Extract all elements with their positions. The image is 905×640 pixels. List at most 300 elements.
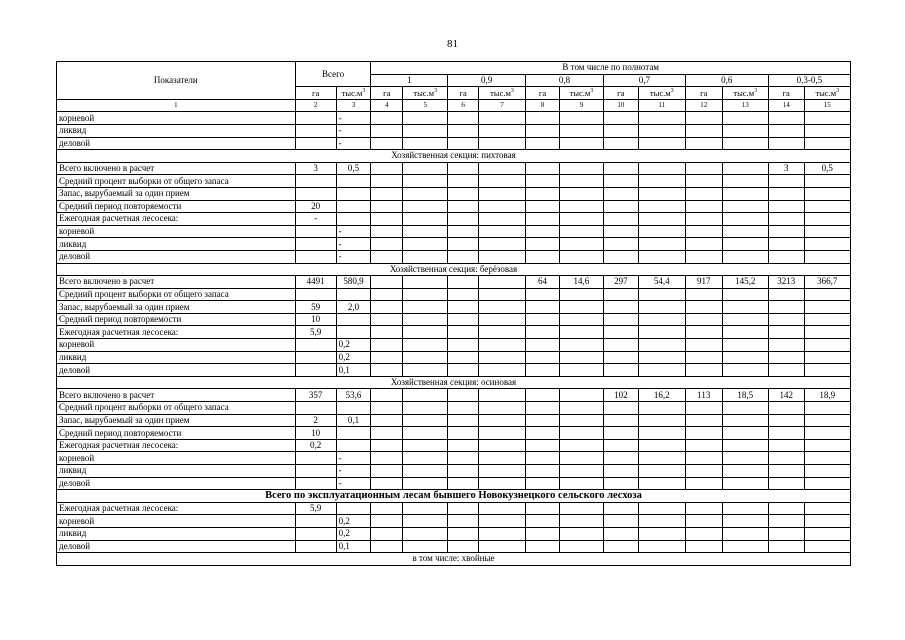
table-cell <box>403 477 448 490</box>
table-cell <box>336 439 371 452</box>
table-cell <box>685 162 722 175</box>
table-cell <box>804 439 850 452</box>
table-cell <box>804 200 850 213</box>
table-cell <box>336 175 371 188</box>
table-cell <box>371 452 403 465</box>
table-cell <box>448 313 479 326</box>
table-cell <box>295 465 336 478</box>
table-cell <box>478 288 525 301</box>
table-cell <box>403 439 448 452</box>
table-cell <box>559 225 603 238</box>
row-label: корневой <box>57 112 296 125</box>
table-cell <box>478 124 525 137</box>
table-row <box>57 389 851 402</box>
table-cell <box>403 540 448 553</box>
table-cell <box>685 225 722 238</box>
table-cell <box>603 175 638 188</box>
table-cell <box>768 477 804 490</box>
row-label: Ежегодная расчетная лесосека: <box>57 326 296 339</box>
section-heading-row <box>57 263 851 276</box>
table-cell <box>804 502 850 515</box>
table-cell <box>403 326 448 339</box>
table-cell: 0,5 <box>804 162 850 175</box>
table-cell <box>478 175 525 188</box>
table-cell: - <box>336 250 371 263</box>
table-cell <box>559 414 603 427</box>
section-heading-row <box>57 553 851 566</box>
table-cell <box>603 427 638 440</box>
table-cell <box>448 452 479 465</box>
table-cell <box>295 540 336 553</box>
table-cell <box>559 213 603 226</box>
table-cell <box>768 213 804 226</box>
table-cell <box>603 414 638 427</box>
unit-volume-superscript: 3 <box>754 87 758 94</box>
table-cell <box>685 213 722 226</box>
table-cell <box>638 175 685 188</box>
table-cell <box>804 288 850 301</box>
table-cell <box>559 515 603 528</box>
table-cell <box>371 288 403 301</box>
table-cell <box>722 465 768 478</box>
table-cell: - <box>336 137 371 150</box>
table-cell <box>403 452 448 465</box>
table-cell <box>295 175 336 188</box>
table-cell <box>371 414 403 427</box>
table-row <box>57 213 851 226</box>
column-number-row <box>57 99 851 112</box>
row-label: Ежегодная расчетная лесосека: <box>57 213 296 226</box>
table-cell <box>603 402 638 415</box>
table-cell <box>295 452 336 465</box>
table-cell <box>448 162 479 175</box>
row-label: деловой <box>57 250 296 263</box>
table-cell <box>722 452 768 465</box>
table-cell <box>478 339 525 352</box>
table-cell <box>448 288 479 301</box>
table-cell <box>685 414 722 427</box>
table-row <box>57 175 851 188</box>
table-cell <box>336 288 371 301</box>
table-cell <box>559 326 603 339</box>
table-cell <box>371 389 403 402</box>
row-label: Запас, вырубаемый за один прием <box>57 301 296 314</box>
table-cell <box>478 527 525 540</box>
table-cell <box>722 124 768 137</box>
table-cell <box>768 351 804 364</box>
table-cell <box>295 225 336 238</box>
table-cell <box>448 213 479 226</box>
table-cell <box>295 339 336 352</box>
table-cell <box>403 112 448 125</box>
unit-volume-text: тыс.м <box>341 87 363 98</box>
table-cell <box>478 162 525 175</box>
table-cell <box>478 414 525 427</box>
table-cell <box>685 326 722 339</box>
table-cell <box>559 465 603 478</box>
unit-ha-header: га <box>448 87 479 100</box>
table-cell <box>768 137 804 150</box>
table-cell <box>768 452 804 465</box>
unit-volume-text: тыс.м <box>733 87 755 98</box>
table-cell <box>722 427 768 440</box>
table-cell <box>371 427 403 440</box>
table-cell: 10 <box>295 313 336 326</box>
table-row <box>57 427 851 440</box>
table-cell <box>295 124 336 137</box>
table-cell <box>559 477 603 490</box>
table-cell <box>371 187 403 200</box>
column-number: 6 <box>448 99 479 112</box>
row-label: ликвид <box>57 238 296 251</box>
table-cell <box>559 313 603 326</box>
table-cell <box>478 427 525 440</box>
indicator-header: Показатели <box>57 62 296 100</box>
table-cell <box>804 313 850 326</box>
table-cell <box>722 187 768 200</box>
table-cell <box>685 250 722 263</box>
table-cell <box>371 326 403 339</box>
table-row <box>57 414 851 427</box>
unit-volume-text: тыс.м <box>490 87 511 98</box>
table-cell <box>403 427 448 440</box>
table-cell <box>685 402 722 415</box>
table-row <box>57 364 851 377</box>
table-cell <box>685 175 722 188</box>
table-cell <box>603 213 638 226</box>
table-cell <box>722 339 768 352</box>
table-row <box>57 402 851 415</box>
table-cell <box>403 351 448 364</box>
table-cell <box>804 175 850 188</box>
unit-ha-header: га <box>603 87 638 100</box>
table-row <box>57 112 851 125</box>
table-row <box>57 527 851 540</box>
table-cell <box>603 162 638 175</box>
table-cell: 3 <box>768 162 804 175</box>
table-cell <box>804 540 850 553</box>
section-heading: в том числе: хвойные <box>57 553 851 566</box>
table-cell <box>526 515 560 528</box>
table-cell: 18,9 <box>804 389 850 402</box>
table-cell <box>448 112 479 125</box>
column-number: 12 <box>685 99 722 112</box>
table-cell <box>526 313 560 326</box>
table-cell <box>448 276 479 289</box>
table-cell <box>478 402 525 415</box>
table-cell <box>603 313 638 326</box>
table-cell <box>768 187 804 200</box>
table-cell <box>478 389 525 402</box>
table-cell: 10 <box>295 427 336 440</box>
table-cell <box>638 515 685 528</box>
table-cell <box>804 427 850 440</box>
column-number: 10 <box>603 99 638 112</box>
table-cell <box>403 414 448 427</box>
table-cell <box>526 527 560 540</box>
table-cell: - <box>295 213 336 226</box>
table-cell <box>768 540 804 553</box>
table-cell <box>768 439 804 452</box>
table-cell <box>478 326 525 339</box>
table-cell <box>768 339 804 352</box>
table-cell <box>478 250 525 263</box>
table-cell <box>559 527 603 540</box>
table-cell <box>526 175 560 188</box>
table-cell <box>526 124 560 137</box>
table-cell <box>336 313 371 326</box>
unit-volume-superscript: 3 <box>590 87 594 94</box>
table-cell: 5,9 <box>295 502 336 515</box>
unit-ha-header: га <box>295 87 336 100</box>
table-cell: 297 <box>603 276 638 289</box>
table-cell <box>603 477 638 490</box>
table-cell <box>722 250 768 263</box>
unit-volume-text: тыс.м <box>413 87 435 98</box>
table-cell: - <box>336 477 371 490</box>
unit-volume-header <box>638 87 685 100</box>
table-cell <box>403 250 448 263</box>
row-label: деловой <box>57 364 296 377</box>
table-cell <box>685 124 722 137</box>
table-cell <box>478 452 525 465</box>
table-cell <box>603 137 638 150</box>
table-cell <box>685 313 722 326</box>
table-cell: 102 <box>603 389 638 402</box>
table-cell <box>478 200 525 213</box>
density-class-header: 0,3-0,5 <box>768 74 850 87</box>
table-cell: 580,9 <box>336 276 371 289</box>
table-cell <box>526 112 560 125</box>
table-cell <box>448 540 479 553</box>
table-cell <box>403 187 448 200</box>
table-row <box>57 238 851 251</box>
table-cell <box>685 351 722 364</box>
table-cell <box>371 502 403 515</box>
table-cell: 14,6 <box>559 276 603 289</box>
table-cell <box>685 187 722 200</box>
table-row <box>57 276 851 289</box>
table-cell <box>722 200 768 213</box>
density-class-header: 0,8 <box>526 74 604 87</box>
table-cell <box>638 414 685 427</box>
unit-volume-header <box>804 87 850 100</box>
table-cell <box>478 112 525 125</box>
table-cell <box>768 502 804 515</box>
table-cell <box>603 288 638 301</box>
table-cell <box>603 301 638 314</box>
table-cell: 20 <box>295 200 336 213</box>
table-cell <box>371 540 403 553</box>
table-cell <box>526 288 560 301</box>
table-cell <box>768 313 804 326</box>
column-number: 14 <box>768 99 804 112</box>
table-cell <box>295 477 336 490</box>
table-cell <box>371 225 403 238</box>
table-cell <box>768 250 804 263</box>
table-cell <box>371 364 403 377</box>
column-number: 11 <box>638 99 685 112</box>
unit-ha-header: га <box>371 87 403 100</box>
table-cell <box>336 213 371 226</box>
table-cell <box>448 515 479 528</box>
table-row <box>57 162 851 175</box>
table-row <box>57 351 851 364</box>
table-cell <box>638 439 685 452</box>
table-cell <box>371 175 403 188</box>
row-label: Запас, вырубаемый за один прием <box>57 187 296 200</box>
table-cell <box>448 238 479 251</box>
table-cell: 4491 <box>295 276 336 289</box>
table-cell <box>403 276 448 289</box>
table-cell: - <box>336 124 371 137</box>
table-cell <box>336 200 371 213</box>
table-cell: 59 <box>295 301 336 314</box>
section-heading: Хозяйственная секция: осиновая <box>57 376 851 389</box>
table-cell <box>403 238 448 251</box>
density-class-header: 0,6 <box>685 74 768 87</box>
table-cell <box>804 402 850 415</box>
header-row-1 <box>57 62 851 75</box>
table-cell <box>478 502 525 515</box>
table-cell <box>336 187 371 200</box>
table-cell <box>371 477 403 490</box>
unit-ha-header: га <box>768 87 804 100</box>
table-cell <box>603 452 638 465</box>
section-heading: Хозяйственная секция: берёзовая <box>57 263 851 276</box>
table-row <box>57 502 851 515</box>
table-cell <box>559 200 603 213</box>
table-cell <box>526 162 560 175</box>
table-cell <box>448 124 479 137</box>
table-cell <box>722 351 768 364</box>
table-cell <box>295 288 336 301</box>
table-cell <box>526 339 560 352</box>
table-cell <box>722 402 768 415</box>
row-label: ликвид <box>57 527 296 540</box>
table-cell <box>403 213 448 226</box>
table-cell <box>768 112 804 125</box>
table-cell <box>559 339 603 352</box>
table-cell <box>448 502 479 515</box>
table-cell <box>685 540 722 553</box>
table-cell <box>559 427 603 440</box>
table-cell <box>526 465 560 478</box>
row-label: деловой <box>57 477 296 490</box>
table-cell <box>685 339 722 352</box>
table-row <box>57 465 851 478</box>
table-cell <box>559 540 603 553</box>
table-cell: 2,0 <box>336 301 371 314</box>
table-cell <box>638 162 685 175</box>
table-cell: 366,7 <box>804 276 850 289</box>
table-cell <box>526 540 560 553</box>
table-cell <box>336 326 371 339</box>
table-cell <box>403 301 448 314</box>
table-cell <box>559 301 603 314</box>
column-number: 15 <box>804 99 850 112</box>
table-cell <box>722 515 768 528</box>
table-cell <box>603 250 638 263</box>
table-cell <box>403 502 448 515</box>
table-cell <box>722 288 768 301</box>
table-cell <box>638 187 685 200</box>
forest-inventory-table <box>56 61 851 566</box>
table-cell <box>685 452 722 465</box>
table-cell <box>559 402 603 415</box>
table-cell <box>478 301 525 314</box>
table-cell <box>448 427 479 440</box>
table-cell <box>559 124 603 137</box>
table-cell <box>448 200 479 213</box>
row-label: Средний период повторяемости <box>57 313 296 326</box>
table-cell <box>804 213 850 226</box>
table-cell <box>448 414 479 427</box>
unit-volume-superscript: 3 <box>836 87 840 94</box>
table-cell <box>526 427 560 440</box>
table-row <box>57 540 851 553</box>
table-cell <box>804 351 850 364</box>
table-cell <box>403 162 448 175</box>
table-cell <box>638 465 685 478</box>
page-number: 81 <box>447 38 458 50</box>
table-cell <box>478 238 525 251</box>
table-cell <box>526 200 560 213</box>
table-cell <box>638 137 685 150</box>
table-cell <box>478 477 525 490</box>
table-cell <box>526 414 560 427</box>
table-cell <box>804 339 850 352</box>
column-number: 7 <box>478 99 525 112</box>
row-label: деловой <box>57 540 296 553</box>
table-cell <box>478 351 525 364</box>
table-cell <box>526 301 560 314</box>
table-cell <box>722 439 768 452</box>
table-cell <box>603 351 638 364</box>
table-cell <box>559 137 603 150</box>
unit-volume-header <box>403 87 448 100</box>
table-cell <box>603 540 638 553</box>
row-label: корневой <box>57 452 296 465</box>
table-cell <box>559 439 603 452</box>
table-cell <box>526 477 560 490</box>
table-cell <box>559 112 603 125</box>
table-cell <box>526 364 560 377</box>
unit-volume-header <box>559 87 603 100</box>
table-cell <box>768 427 804 440</box>
table-cell <box>403 200 448 213</box>
table-cell <box>448 351 479 364</box>
table-cell <box>722 527 768 540</box>
table-cell <box>685 527 722 540</box>
row-label: Всего включено в расчет <box>57 276 296 289</box>
table-cell <box>685 477 722 490</box>
table-cell <box>478 313 525 326</box>
unit-volume-superscript: 3 <box>362 87 366 94</box>
table-cell <box>448 465 479 478</box>
table-cell <box>768 527 804 540</box>
table-cell <box>295 112 336 125</box>
table-cell <box>638 452 685 465</box>
table-cell: 357 <box>295 389 336 402</box>
table-cell <box>685 238 722 251</box>
table-cell <box>478 213 525 226</box>
unit-ha-header: га <box>526 87 560 100</box>
table-cell <box>638 402 685 415</box>
unit-ha-header: га <box>685 87 722 100</box>
table-cell <box>336 402 371 415</box>
table-cell <box>685 137 722 150</box>
